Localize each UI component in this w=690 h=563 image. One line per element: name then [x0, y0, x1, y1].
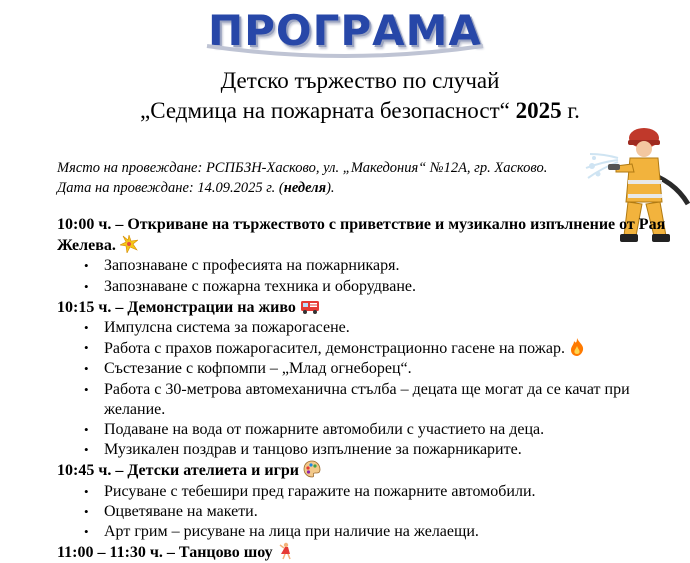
- list-item-text: Състезание с кофпомпи – „Млад огнеборец“.: [104, 360, 412, 378]
- bullet: •: [84, 524, 89, 540]
- bullet: •: [84, 442, 89, 458]
- list-item-text: Арт грим – рисуване на лица при наличие на желаещи.: [104, 523, 479, 541]
- list-item-text: Музикален поздрав и танцово изпълнение за пожарникарите.: [104, 441, 522, 459]
- date-prefix: Дата на провеждане: 14.09.2025 г. (: [57, 180, 284, 196]
- list-item: [57, 380, 677, 420]
- bullet: •: [84, 422, 89, 438]
- sparkle-icon: [120, 235, 138, 253]
- list-item-text: Запознаване с професията на пожарникаря.: [104, 257, 400, 275]
- bullet: •: [84, 503, 89, 519]
- list-item: [57, 522, 677, 542]
- dancer-icon: [277, 542, 293, 560]
- subtitle-event-name: „Седмица на пожарната безопасност“: [140, 98, 516, 123]
- section-heading: [57, 215, 677, 256]
- palette-icon: [303, 460, 321, 478]
- subtitle-line-1: Детско тържество по случай: [220, 68, 500, 93]
- bullet: •: [84, 258, 89, 274]
- bullet: •: [84, 483, 89, 499]
- venue-line: Място на провеждане: РСПБЗН-Хасково, ул. „Македония“ №12А, гр. Хасково.: [57, 160, 548, 176]
- bullet: •: [84, 278, 89, 294]
- section-items: [57, 482, 677, 543]
- bullet: •: [84, 340, 89, 356]
- title-underline-swoosh: [205, 44, 485, 62]
- bullet: •: [84, 361, 89, 377]
- page-title: ПРОГРАМА: [208, 6, 482, 55]
- subtitle-year: 2025: [515, 98, 562, 123]
- list-item-text: Оцветяване на макети.: [104, 502, 258, 520]
- bullet: •: [84, 381, 89, 397]
- date-suffix: ).: [326, 180, 335, 196]
- list-item: [57, 277, 677, 297]
- list-item-text: Подаване на вода от пожарните автомобили с участието на деца.: [104, 421, 545, 439]
- list-item-text: Работа с 30-метрова автомеханична стълба – децата ще могат да се качат при желание.: [104, 380, 630, 418]
- section-heading-text: 10:15 ч. – Демонстрации на живо: [57, 298, 296, 316]
- section-heading: [57, 460, 677, 481]
- list-item: [57, 318, 677, 338]
- list-item: [57, 256, 677, 276]
- section-heading-text: 11:00 – 11:30 ч. – Танцово шоу: [57, 544, 273, 562]
- fire-engine-icon: [300, 297, 320, 315]
- section-heading-text: 10:00 ч. – Откриване на тържеството с приветствие и музикално изпълнение от Рая Желева.: [57, 216, 666, 255]
- list-item-text: Импулсна система за пожарогасене.: [104, 319, 350, 337]
- program-schedule: [57, 215, 677, 563]
- list-item-text: Работа с прахов пожарогасител, демонстрационно гасене на пожар.: [104, 340, 565, 358]
- fire-icon: [569, 338, 585, 356]
- date-day: неделя: [283, 180, 327, 196]
- section-items: [57, 256, 677, 296]
- section-heading-text: 10:45 ч. – Детски ателиета и игри: [57, 462, 299, 480]
- list-item: [57, 440, 677, 460]
- list-item: [57, 502, 677, 522]
- list-item-text: Запознаване с пожарна техника и оборудване.: [104, 277, 417, 295]
- list-item: [57, 420, 677, 440]
- bullet: •: [84, 320, 89, 336]
- section-heading: [57, 542, 677, 563]
- list-item: [57, 359, 677, 379]
- list-item-text: Рисуване с тебешири пред гаражите на пожарните автомобили.: [104, 482, 536, 500]
- section-heading: [57, 297, 677, 318]
- list-item: [57, 338, 677, 359]
- date-line: [57, 178, 335, 198]
- list-item: [57, 482, 677, 502]
- subtitle-line-2: [0, 96, 690, 126]
- subtitle-year-suffix: г.: [561, 98, 580, 123]
- section-items: [57, 318, 677, 460]
